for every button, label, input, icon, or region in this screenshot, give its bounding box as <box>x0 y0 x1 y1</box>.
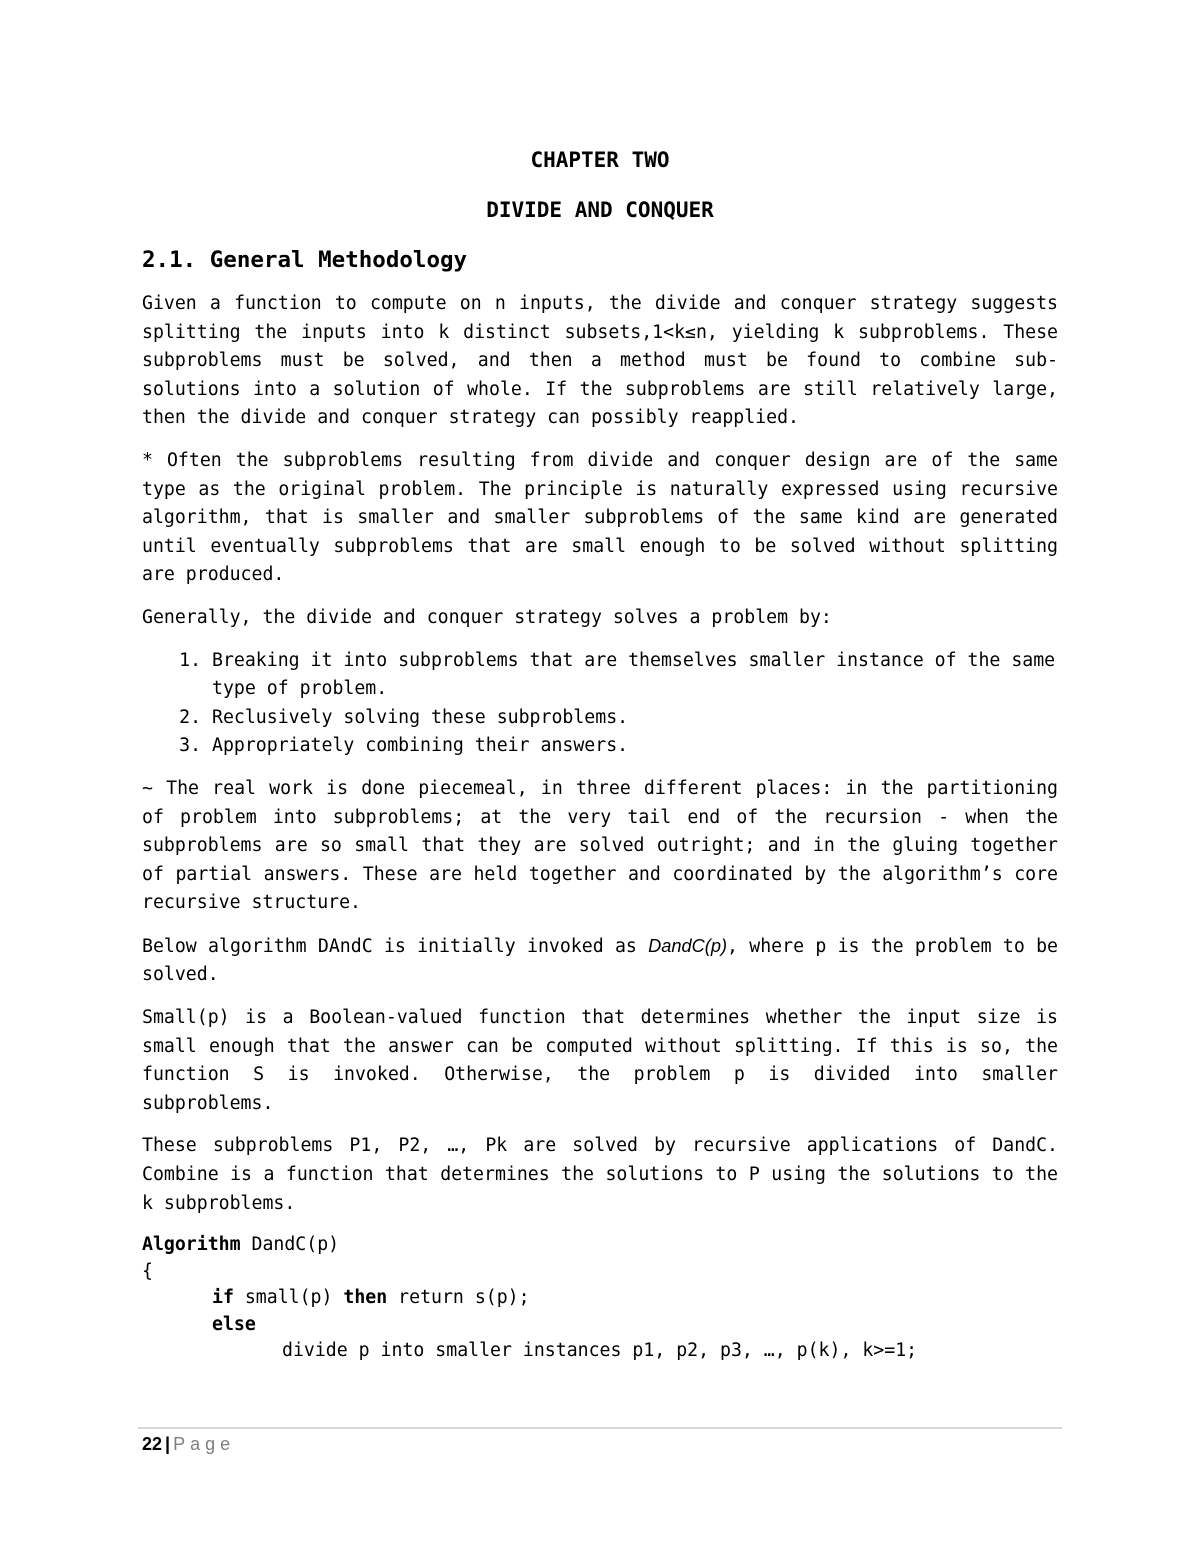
paragraph-subproblems: * Often the subproblems resulting from divide and conquer design are of the same type as the original problem. The principle is naturally expressed using recursive algorithm, that is smaller and smaller subproblems of the same kind are generated until eventually subproblems that are small enough to be solved without splitting are produced. <box>142 449 1058 586</box>
strategy-steps-list <box>142 647 1058 761</box>
list-item: 1. Breaking it into subproblems that are themselves smaller instance of the same type of problem. <box>212 647 1058 704</box>
paragraph-below-algorithm <box>142 932 1058 990</box>
page-content <box>142 142 1058 1365</box>
list-item: 3. Appropriately combining their answers. <box>212 732 1058 761</box>
code-line-2: { <box>142 1260 153 1282</box>
keyword-algorithm: Algorithm <box>142 1234 241 1256</box>
list-item: 2. Reclusively solving these subproblems. <box>212 704 1058 733</box>
text-span: , where p is the problem to be solved. <box>142 935 1058 986</box>
page-label: Page <box>173 1434 236 1454</box>
chapter-title: DIVIDE AND CONQUER <box>486 198 714 222</box>
footer-divider <box>138 1427 1062 1429</box>
paragraph-small: Small(p) is a Boolean-valued function that determines whether the input size is small enough that the answer can be computed without splitting. If this is so, the function S is invoked. Otherwise, the problem p is divided into smaller subproblems. <box>142 1007 1058 1114</box>
text-span: Below algorithm DAndC is initially invoked as <box>142 935 649 957</box>
page-number: 22 <box>142 1434 163 1454</box>
function-call-italic: DandC(p) <box>648 935 728 956</box>
paragraph-real-work: ~ The real work is done piecemeal, in three different places: in the partitioning of problem into subproblems; at the very tail end of the recursion - when the subproblems are so small that they are solved outright; and in the gluing together of partial answers. These are held together and coordinated by the algorithm’s core recursive structure. <box>142 777 1058 914</box>
code-line-5: divide p into smaller instances p1, p2, p3, …, p(k), k>=1; <box>282 1340 918 1362</box>
code-condition: small(p) <box>233 1287 344 1309</box>
paragraph-generally: Generally, the divide and conquer strategy solves a problem by: <box>142 606 832 628</box>
keyword-if: if <box>212 1287 234 1309</box>
paragraph-intro: Given a function to compute on n inputs, the divide and conquer strategy suggests splitting the inputs into k distinct subsets,1<k≤n, yielding k subproblems. These subproblems must be solved, and then a method must be found to combine sub-solutions into a solution of whole. If the subproblems are still relatively large, then the divide and conquer strategy can possibly reapplied. <box>142 293 1058 429</box>
footer-separator: | <box>165 1434 171 1454</box>
algorithm-code-block <box>142 1232 1058 1365</box>
paragraph-these-subproblems: These subproblems P1, P2, …, Pk are solved by recursive applications of DandC. Combine is a function that determines the solutions to P using the solutions to the k subproblems. <box>142 1135 1058 1214</box>
section-heading: 2.1. General Methodology <box>142 247 468 273</box>
keyword-then: then <box>343 1287 388 1309</box>
code-line-3 <box>142 1285 1058 1312</box>
code-signature: DandC(p) <box>240 1234 340 1256</box>
code-return: return s(p); <box>387 1287 530 1309</box>
page-footer <box>142 1432 235 1456</box>
chapter-heading: CHAPTER TWO <box>530 148 670 172</box>
code-line-1 <box>142 1232 1058 1259</box>
code-line-4: else <box>212 1313 256 1335</box>
